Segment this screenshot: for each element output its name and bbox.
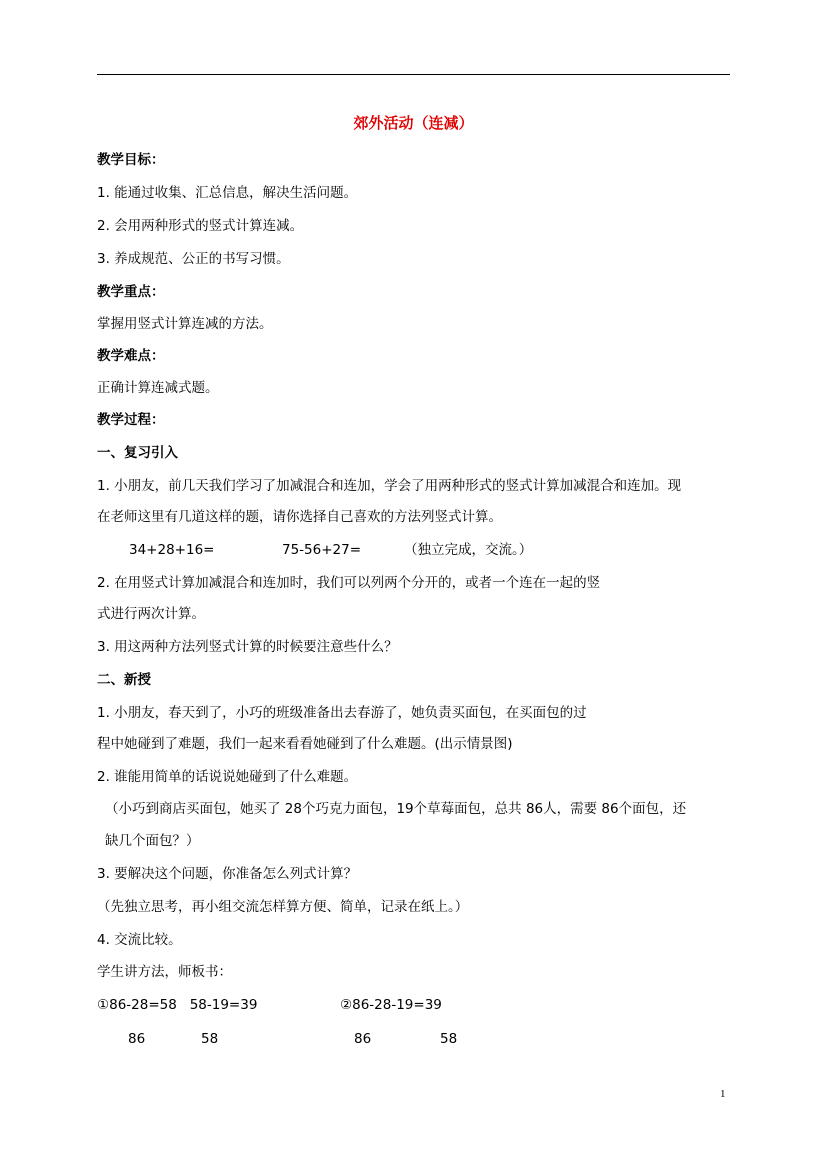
- document-title: 郊外活动（连减）: [353, 114, 474, 132]
- review-expression-1: 34+28+16=: [129, 542, 215, 558]
- section2-paragraph3: 3. 要解决这个问题，你准备怎么列式计算？: [97, 866, 358, 882]
- section2-paragraph2: 2. 谁能用简单的话说说她碰到了什么难题。: [97, 769, 358, 785]
- objective-item-2: 2. 会用两种形式的竖式计算连减。: [97, 218, 304, 234]
- section1-paragraph3: 3. 用这两种方法列竖式计算的时候要注意些什么？: [97, 639, 398, 655]
- review-expression-note: （独立完成，交流。）: [404, 542, 533, 558]
- section2-heading: 二、新授: [97, 672, 151, 688]
- header-rule: [97, 74, 730, 75]
- vertical-number: 86: [128, 1031, 146, 1047]
- section1-paragraph1-line2: 在老师这里有几道这样的题，请你选择自己喜欢的方法列竖式计算。: [97, 509, 502, 525]
- difficulty-heading: 教学难点：: [97, 348, 165, 364]
- section2-paragraph2-note-line2: 缺几个面包？）: [105, 833, 200, 849]
- section1-heading: 一、复习引入: [97, 445, 178, 461]
- objective-item-3: 3. 养成规范、公正的书写习惯。: [97, 251, 290, 267]
- section2-paragraph3-note: （先独立思考，再小组交流怎样算方便、简单，记录在纸上。）: [97, 899, 469, 915]
- section2-paragraph2-note-line1: （小巧到商店买面包，她买了 28个巧克力面包，19个草莓面包，总共 86人，需要 86个面包，还: [105, 801, 687, 817]
- section2-paragraph1-line1: 1. 小朋友，春天到了，小巧的班级准备出去春游了，她负责买面包，在买面包的过: [97, 705, 587, 721]
- section1-paragraph2-line1: 2. 在用竖式计算加减混合和连加时，我们可以列两个分开的，或者一个连在一起的竖: [97, 575, 601, 591]
- method-2-equation: ②86-28-19=39: [340, 997, 442, 1013]
- page-number: 1: [720, 1088, 726, 1100]
- vertical-number: 86: [354, 1031, 372, 1047]
- key-point-text: 掌握用竖式计算连减的方法。: [97, 316, 273, 332]
- section2-paragraph1-line2: 程中她碰到了难题，我们一起来看看她碰到了什么难题。(出示情景图): [97, 736, 513, 752]
- blackboard-intro: 学生讲方法，师板书：: [97, 964, 232, 980]
- review-expression-2: 75-56+27=: [282, 542, 362, 558]
- section2-paragraph4: 4. 交流比较。: [97, 932, 182, 948]
- vertical-number: 58: [201, 1031, 219, 1047]
- difficulty-text: 正确计算连减式题。: [97, 380, 219, 396]
- key-point-heading: 教学重点：: [97, 284, 165, 300]
- section1-paragraph1-line1: 1. 小朋友，前几天我们学习了加减混合和连加，学会了用两种形式的竖式计算加减混合和连加。现: [97, 478, 682, 494]
- section1-paragraph2-line2: 式进行两次计算。: [97, 606, 205, 622]
- objectives-heading: 教学目标：: [97, 152, 165, 168]
- objective-item-1: 1. 能通过收集、汇总信息，解决生活问题。: [97, 185, 358, 201]
- vertical-number: 58: [440, 1031, 458, 1047]
- process-heading: 教学过程：: [97, 412, 165, 428]
- method-1-equation: ①86-28=58 58-19=39: [97, 997, 258, 1013]
